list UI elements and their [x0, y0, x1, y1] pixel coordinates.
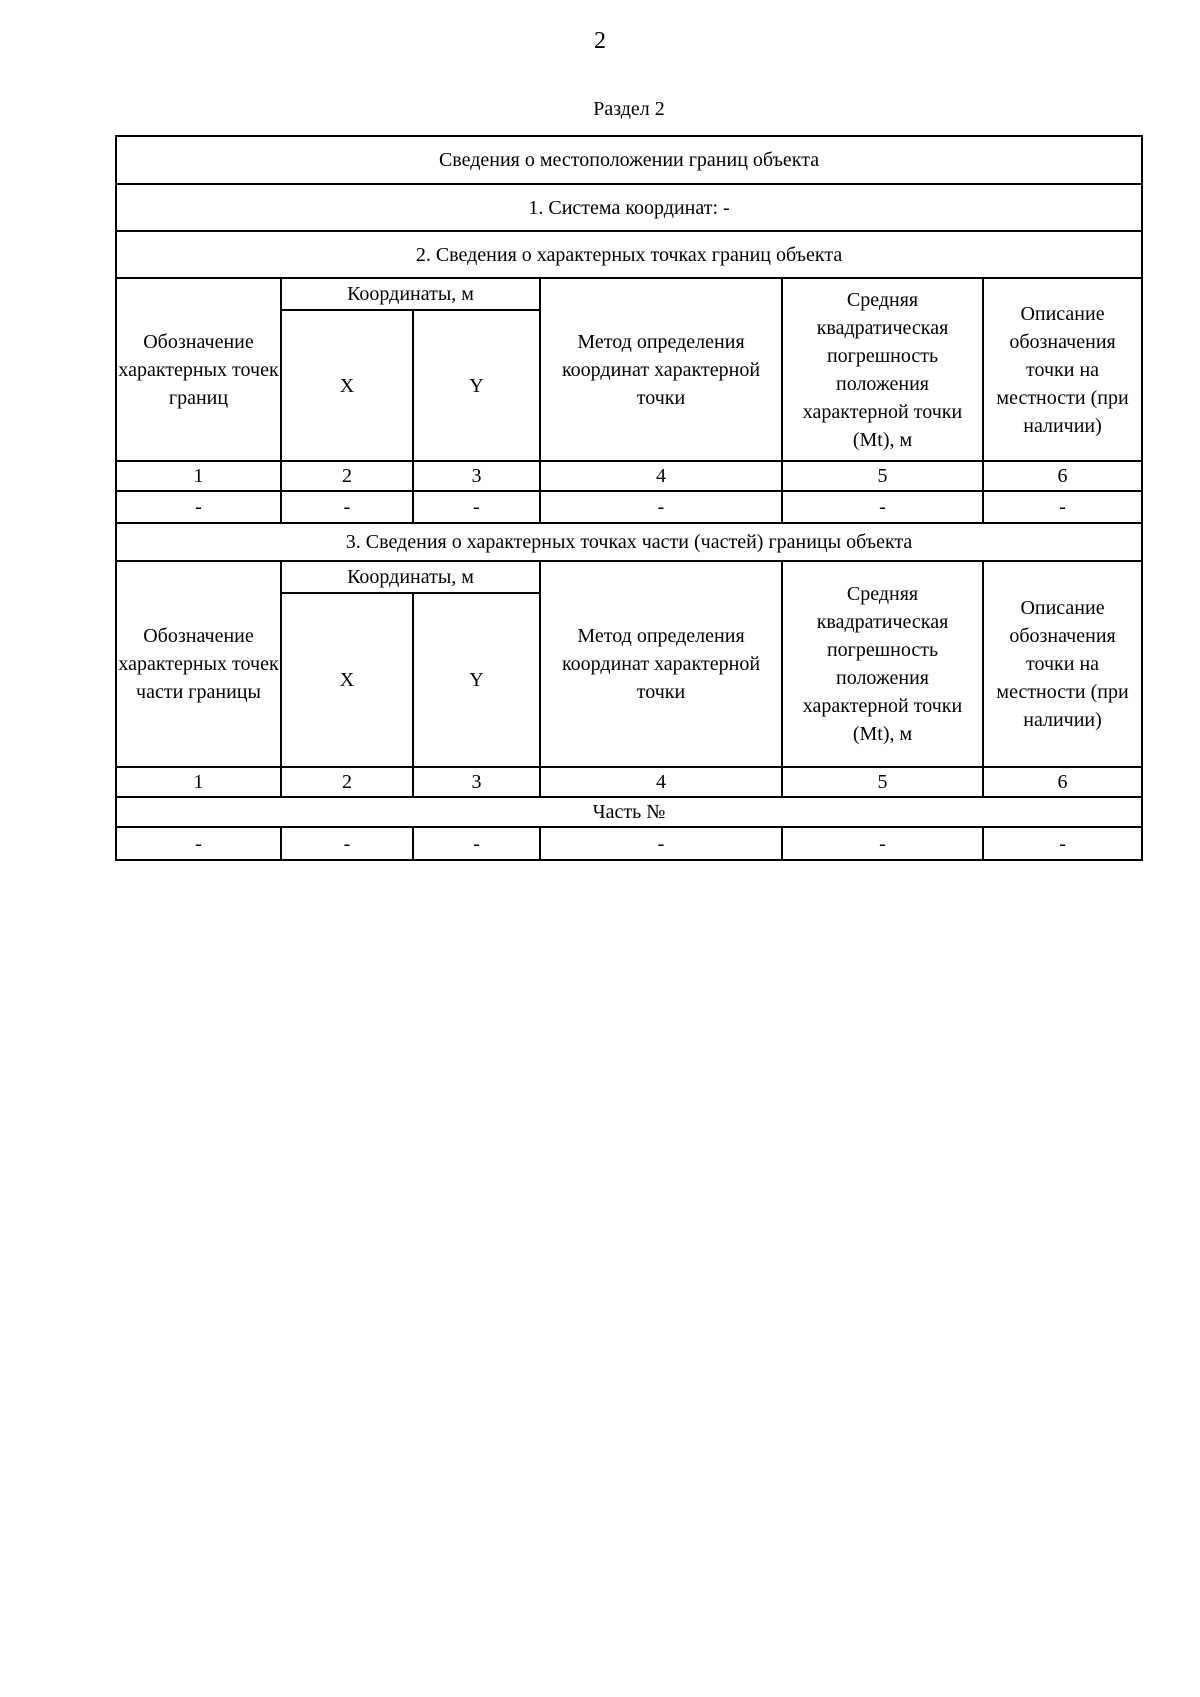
col-error-header: Средняя квадратическая погрешность положения характерной точки (Mt), м: [782, 278, 983, 461]
column-number: 3: [413, 461, 540, 491]
column-number: 5: [782, 767, 983, 797]
col-y-header: Y: [413, 310, 540, 461]
column-number: 1: [116, 767, 281, 797]
section3-title: 3. Сведения о характерных точках части (частей) границы объекта: [116, 523, 1142, 561]
table-cell: -: [116, 827, 281, 860]
table-row: [116, 827, 1142, 860]
col-point-header: Обозначение характерных точек части границы: [116, 561, 281, 767]
table-cell: -: [116, 491, 281, 523]
part-number-row: [116, 797, 1142, 827]
column-number: 2: [281, 461, 413, 491]
column-numbers-row: [116, 767, 1142, 797]
table-cell: -: [281, 491, 413, 523]
coord-system-row: [116, 184, 1142, 231]
column-number: 3: [413, 767, 540, 797]
coord-system: 1. Система координат: -: [116, 184, 1142, 231]
table-cell: -: [983, 491, 1142, 523]
table-row: [116, 278, 1142, 310]
section3-title-row: [116, 523, 1142, 561]
section2-title: 2. Сведения о характерных точках границ объекта: [116, 231, 1142, 278]
column-numbers-row: [116, 461, 1142, 491]
col-y-header: Y: [413, 593, 540, 767]
section2-title-row: [116, 231, 1142, 278]
table-title: Сведения о местоположении границ объекта: [116, 136, 1142, 184]
table-cell: -: [782, 491, 983, 523]
col-method-header: Метод определения координат характерной точки: [540, 561, 782, 767]
table-cell: -: [540, 827, 782, 860]
column-number: 1: [116, 461, 281, 491]
boundary-info-table: [115, 135, 1143, 861]
table-cell: -: [413, 827, 540, 860]
table-cell: -: [983, 827, 1142, 860]
col-coords-header: Координаты, м: [281, 278, 540, 310]
table-cell: -: [281, 827, 413, 860]
col-desc-header: Описание обозначения точки на местности (при наличии): [983, 561, 1142, 767]
column-number: 6: [983, 767, 1142, 797]
table-row: [116, 491, 1142, 523]
table-cell: -: [413, 491, 540, 523]
column-number: 6: [983, 461, 1142, 491]
table-row: [116, 561, 1142, 593]
table-cell: -: [782, 827, 983, 860]
column-number: 4: [540, 461, 782, 491]
col-error-header: Средняя квадратическая погрешность положения характерной точки (Mt), м: [782, 561, 983, 767]
col-coords-header: Координаты, м: [281, 561, 540, 593]
part-number-label: Часть №: [116, 797, 1142, 827]
col-point-header: Обозначение характерных точек границ: [116, 278, 281, 461]
column-number: 2: [281, 767, 413, 797]
column-number: 5: [782, 461, 983, 491]
col-x-header: X: [281, 593, 413, 767]
page-number: 2: [594, 28, 606, 54]
table-cell: -: [540, 491, 782, 523]
section-title: Раздел 2: [593, 98, 665, 120]
table-title-row: [116, 136, 1142, 184]
column-number: 4: [540, 767, 782, 797]
col-x-header: X: [281, 310, 413, 461]
col-desc-header: Описание обозначения точки на местности (при наличии): [983, 278, 1142, 461]
col-method-header: Метод определения координат характерной точки: [540, 278, 782, 461]
